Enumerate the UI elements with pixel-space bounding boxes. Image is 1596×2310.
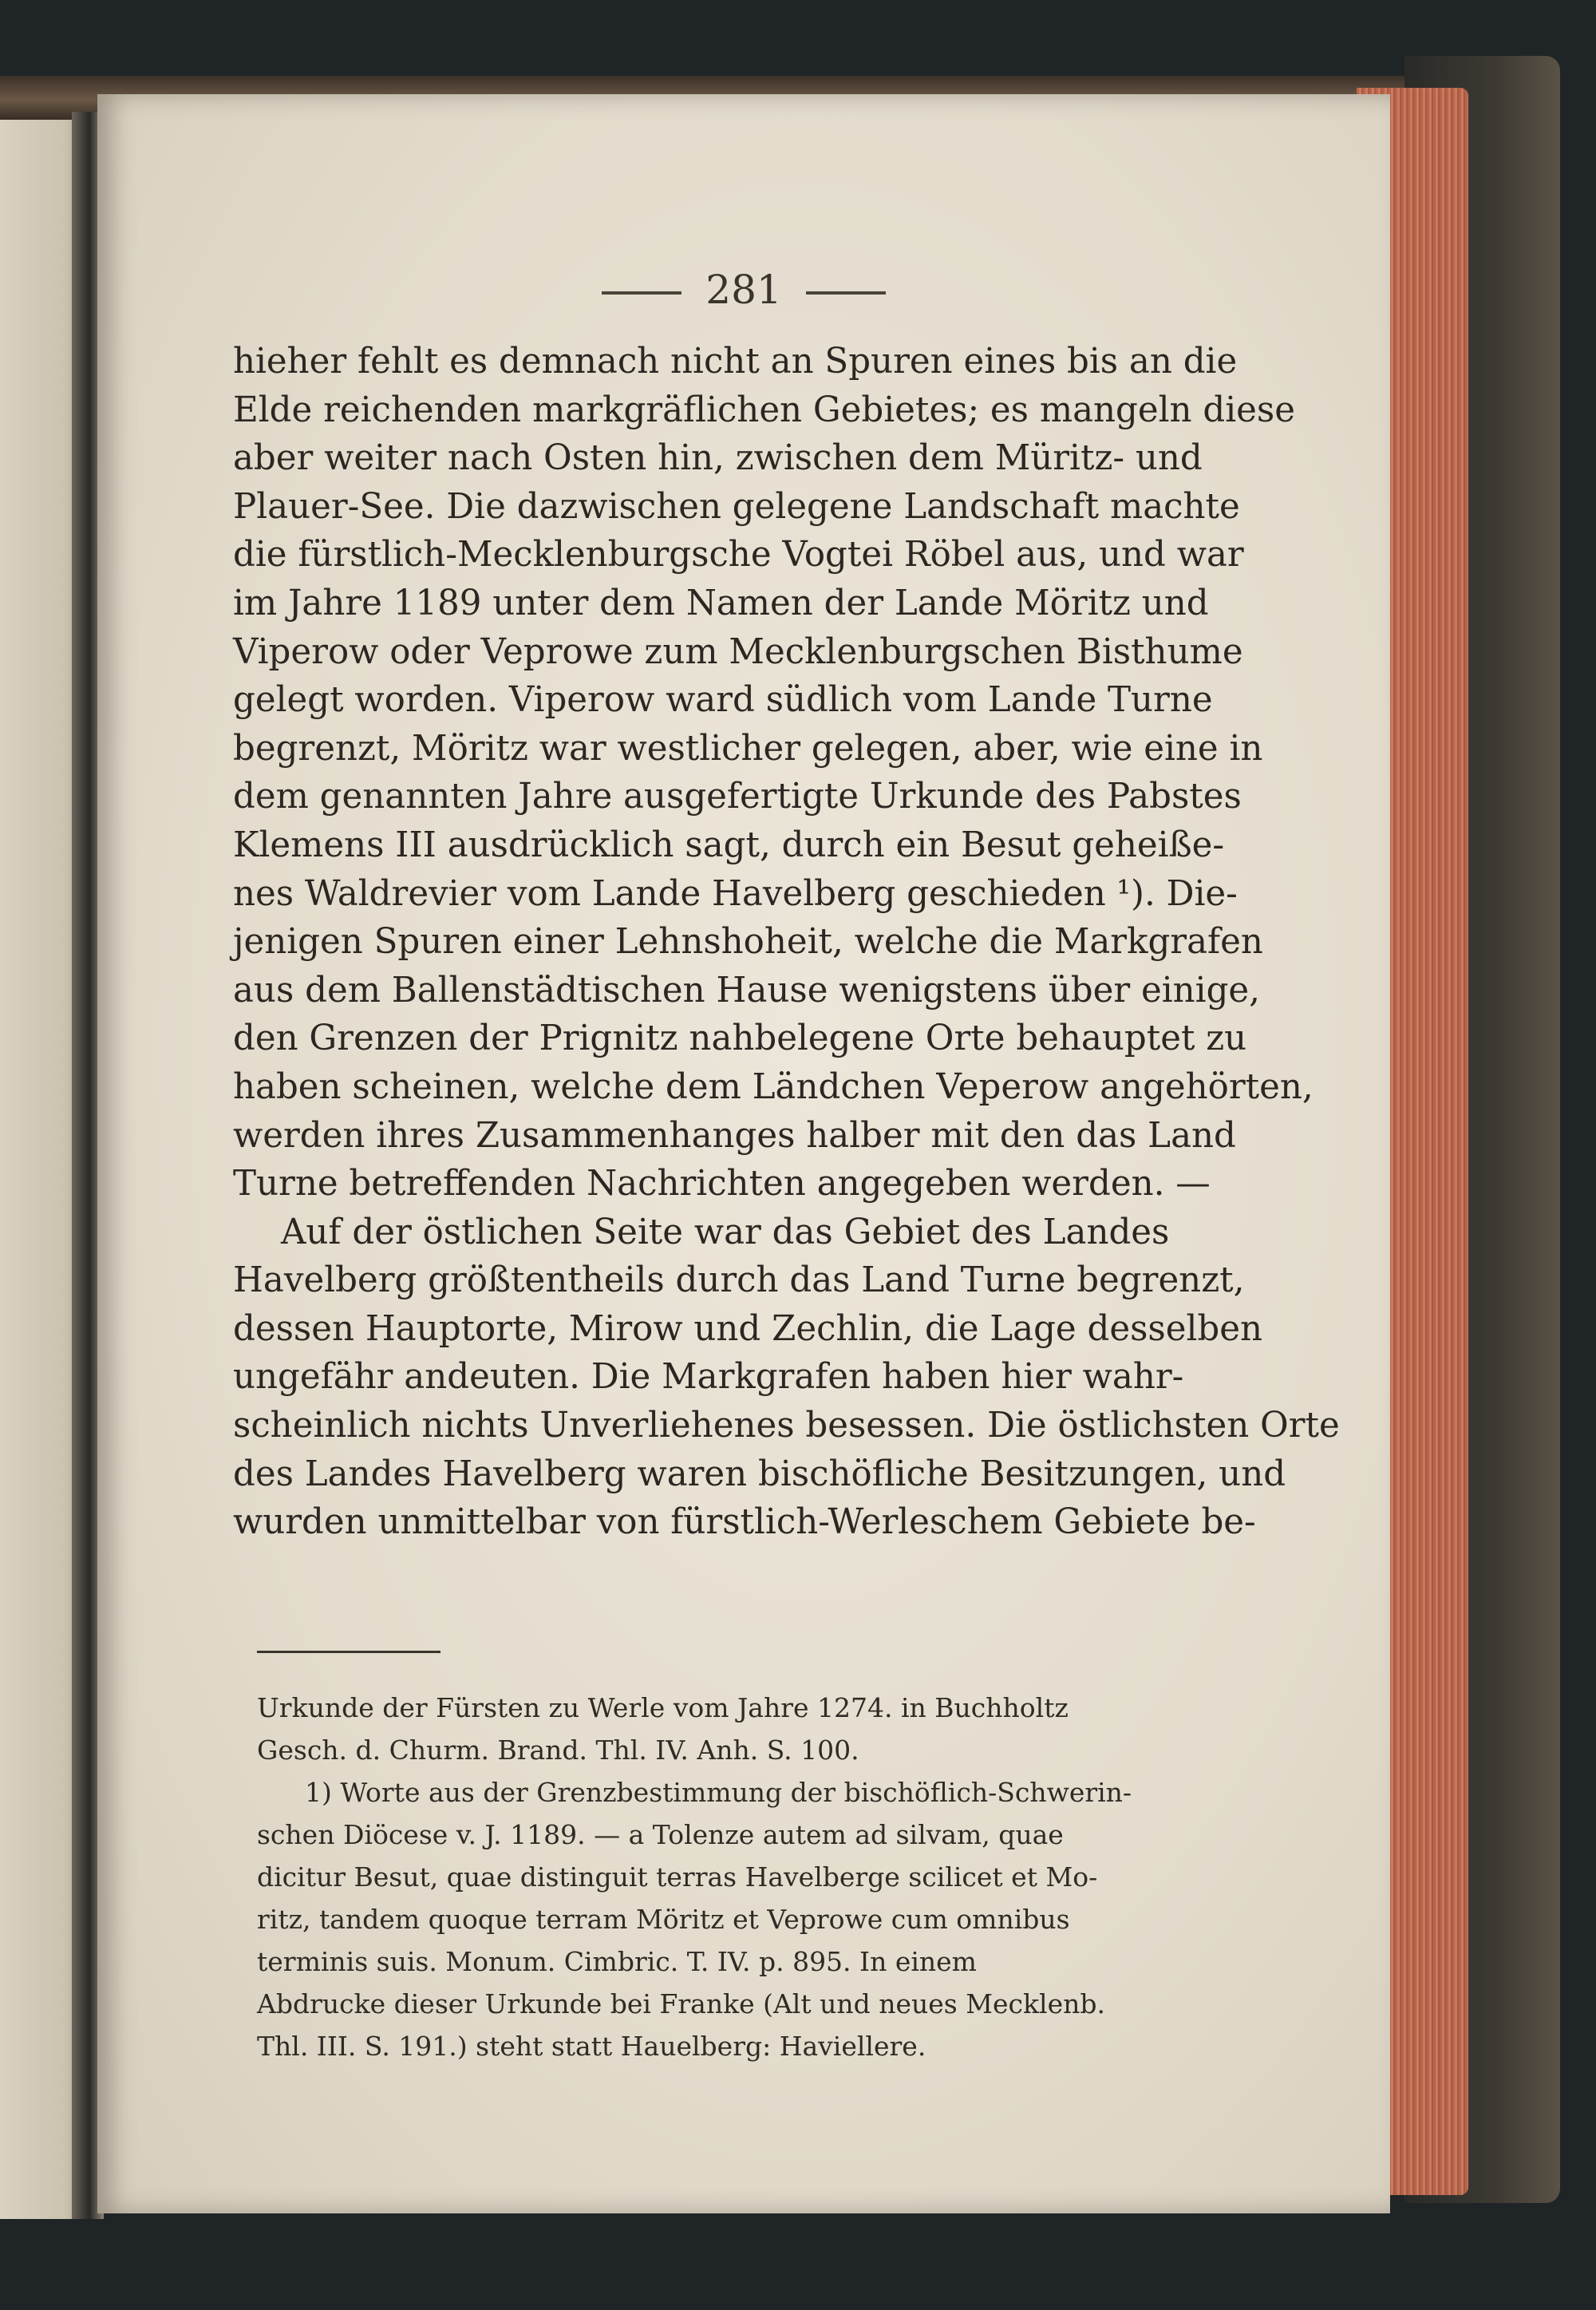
footnote-line: Thl. III. S. 191.) steht statt Hauelberg: Haviellere. <box>257 2031 926 2062</box>
footnote-line: Urkunde der Fürsten zu Werle vom Jahre 1274. in Buchholtz <box>257 1692 1069 1723</box>
footnote-rule <box>257 1651 440 1653</box>
text-line: ungefähr andeuten. Die Markgrafen haben hier wahr- <box>233 1357 1184 1398</box>
text-line: wurden unmittelbar von fürstlich-Werleschem Gebiete be- <box>233 1502 1256 1543</box>
text-line: die fürstlich-Mecklenburgsche Vogtei Röbel aus, und war <box>233 535 1244 576</box>
text-line: haben scheinen, welche dem Ländchen Veperow angehörten, <box>233 1066 1314 1107</box>
text-line: jenigen Spuren einer Lehnshoheit, welche die Markgrafen <box>233 922 1263 963</box>
page-number: 281 <box>705 267 782 313</box>
right-page <box>97 94 1390 2213</box>
text-line: des Landes Havelberg waren bischöfliche Besitzungen, und <box>233 1454 1286 1494</box>
page-header <box>97 254 1390 326</box>
footnote-line: 1) Worte aus der Grenzbestimmung der bischöflich-Schwerin- <box>305 1777 1132 1808</box>
footnote-line: schen Diöcese v. J. 1189. — a Tolenze autem ad silvam, quae <box>257 1819 1064 1850</box>
text-line: begrenzt, Möritz war westlicher gelegen, aber, wie eine in <box>233 728 1263 769</box>
main-text <box>233 338 1340 1547</box>
footnote-line: terminis suis. Monum. Cimbric. T. IV. p. 895. In einem <box>257 1946 977 1977</box>
text-line: im Jahre 1189 unter dem Namen der Lande Möritz und <box>233 583 1209 623</box>
text-line: Viperow oder Veprowe zum Mecklenburgschen Bisthume <box>233 631 1243 672</box>
text-line: aus dem Ballenstädtischen Hause wenigstens über einige, <box>233 970 1260 1011</box>
text-line: den Grenzen der Prignitz nahbelegene Orte behauptet zu <box>233 1019 1247 1059</box>
text-line: Klemens III ausdrücklich sagt, durch ein Besut geheiße- <box>233 825 1225 865</box>
text-line: dessen Hauptorte, Mirow und Zechlin, die Lage desselben <box>233 1308 1263 1349</box>
text-line: Havelberg größtentheils durch das Land Turne begrenzt, <box>233 1260 1245 1301</box>
footnotes <box>257 1687 1254 2067</box>
footnote-line: ritz, tandem quoque terram Möritz et Veprowe cum omnibus <box>257 1904 1070 1935</box>
text-line: dem genannten Jahre ausgefertigte Urkunde des Pabstes <box>233 777 1242 817</box>
text-line: Turne betreffenden Nachrichten angegeben werden. — <box>233 1164 1211 1204</box>
text-line: nes Waldrevier vom Lande Havelberg geschieden ¹). Die- <box>233 873 1238 914</box>
text-line: Auf der östlichen Seite war das Gebiet des Landes <box>281 1212 1170 1252</box>
header-dash-left <box>602 291 681 295</box>
footnote-line: dicitur Besut, quae distinguit terras Havelberge scilicet et Mo- <box>257 1861 1098 1893</box>
text-line: Elde reichenden markgräflichen Gebietes; es mangeln diese <box>233 390 1295 430</box>
text-line: scheinlich nichts Unverliehenes besessen. Die östlichsten Orte <box>233 1406 1340 1446</box>
text-line: hieher fehlt es demnach nicht an Spuren eines bis an die <box>233 342 1238 382</box>
text-line: gelegt worden. Viperow ward südlich vom Lande Turne <box>233 680 1213 721</box>
text-line: aber weiter nach Osten hin, zwischen dem Müritz- und <box>233 438 1203 479</box>
footnote-line: Gesch. d. Churm. Brand. Thl. IV. Anh. S. 100. <box>257 1734 859 1766</box>
text-line: werden ihres Zusammenhanges halber mit den das Land <box>233 1115 1236 1156</box>
footnote-line: Abdrucke dieser Urkunde bei Franke (Alt und neues Mecklenb. <box>257 1988 1105 2019</box>
header-dash-right <box>806 291 886 295</box>
text-line: Plauer-See. Die dazwischen gelegene Landschaft machte <box>233 486 1240 527</box>
